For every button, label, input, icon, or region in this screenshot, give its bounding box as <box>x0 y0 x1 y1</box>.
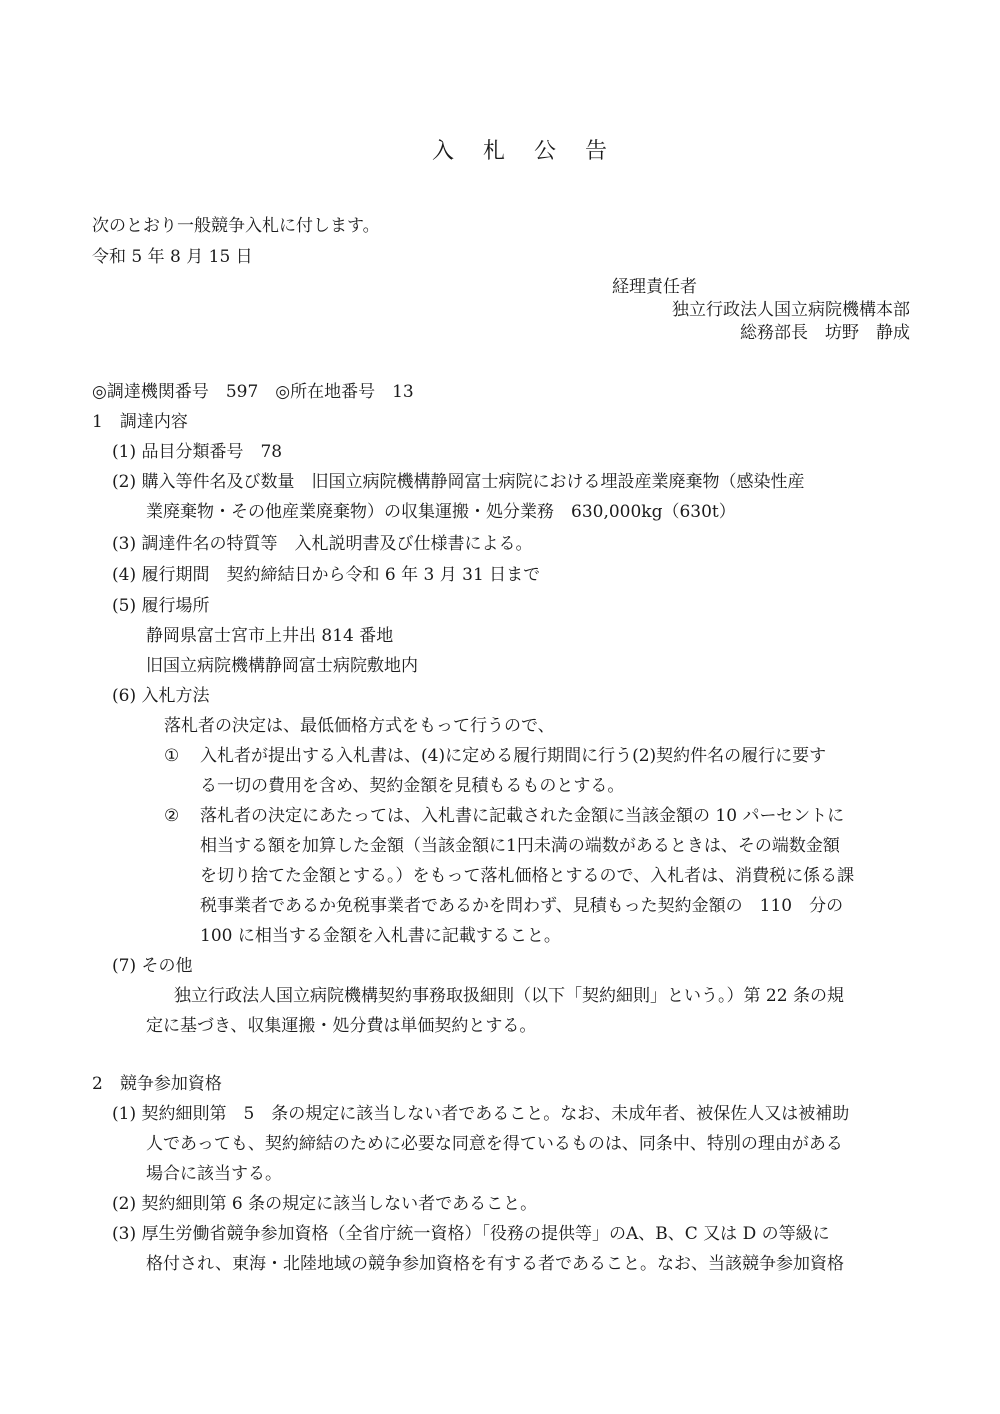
section2-item1-line3: 場合に該当する。 <box>146 1164 282 1184</box>
section2-item3-line1: (3) 厚生労働省競争参加資格（全省庁統一資格）「役務の提供等」のA、B、C 又は D の等級に <box>112 1224 830 1244</box>
section1-item2-line2: 業廃棄物・その他産業廃棄物）の収集運搬・処分業務 630,000kg（630t） <box>146 502 736 522</box>
item6-sub2-line2: 相当する額を加算した金額（当該金額に1円未満の端数があるときは、その端数金額 <box>200 836 840 856</box>
section1-item7-label: (7) その他 <box>112 956 193 976</box>
section1-item1: (1) 品目分類番号 78 <box>112 442 283 462</box>
section1-item3: (3) 調達件名の特質等 入札説明書及び仕様書による。 <box>112 534 533 554</box>
item6-sub2-line3: を切り捨てた金額とする。）をもって落札価格とするので、入札者は、消費税に係る課 <box>200 866 855 886</box>
section2-item2: (2) 契約細則第 6 条の規定に該当しない者であること。 <box>112 1194 538 1214</box>
announcement-date: 令和 5 年 8 月 15 日 <box>92 247 253 267</box>
section2-item1-line2: 人であっても、契約締結のために必要な同意を得ているものは、同条中、特別の理由がある <box>146 1134 843 1154</box>
item6-sub1-marker: ① <box>164 746 180 766</box>
item6-sub2-line5: 100 に相当する金額を入札書に記載すること。 <box>200 926 561 946</box>
section1-item5-line1: 静岡県富士宮市上井出 814 番地 <box>146 626 394 646</box>
signatory-role: 経理責任者 <box>612 277 697 297</box>
section2-item3-line2: 格付され、東海・北陸地域の競争参加資格を有する者であること。なお、当該競争参加資格 <box>146 1254 845 1274</box>
section2-item1-line1: (1) 契約細則第 5 条の規定に該当しない者であること。なお、未成年者、被保佐人又は被補助 <box>112 1104 850 1124</box>
section1-item5-label: (5) 履行場所 <box>112 596 210 616</box>
page-title: 入 札 公 告 <box>432 139 618 164</box>
section1-heading: 1 調達内容 <box>92 412 188 432</box>
section1-item6-label: (6) 入札方法 <box>112 686 210 706</box>
section1-item7-line2: 定に基づき、収集運搬・処分費は単価契約とする。 <box>146 1016 537 1036</box>
section1-item2-line1: (2) 購入等件名及び数量 旧国立病院機構静岡富士病院における埋設産業廃棄物（感染性産 <box>112 472 805 492</box>
procurement-codes: ◎調達機関番号 597 ◎所在地番号 13 <box>92 382 414 402</box>
signatory-name: 総務部長 坊野 静成 <box>740 323 910 343</box>
item6-sub2-line1: 落札者の決定にあたっては、入札書に記載された金額に当該金額の 10 パーセントに <box>200 806 845 826</box>
signatory-organization: 独立行政法人国立病院機構本部 <box>672 300 910 320</box>
section2-heading: 2 競争参加資格 <box>92 1074 222 1094</box>
section1-item5-line2: 旧国立病院機構静岡富士病院敷地内 <box>146 656 418 676</box>
item6-sub1-line2: る一切の費用を含め、契約金額を見積もるものとする。 <box>200 776 625 796</box>
intro-text: 次のとおり一般競争入札に付します。 <box>92 216 380 236</box>
item6-sub2-line4: 税事業者であるか免税事業者であるかを問わず、見積もった契約金額の 110 分の <box>200 896 844 916</box>
section1-item7-line1: 独立行政法人国立病院機構契約事務取扱細則（以下「契約細則」という。）第 22 条の規 <box>174 986 844 1006</box>
section1-item6-intro: 落札者の決定は、最低価格方式をもって行うので、 <box>164 716 555 736</box>
section1-item4: (4) 履行期間 契約締結日から令和 6 年 3 月 31 日まで <box>112 565 541 585</box>
item6-sub1-line1: 入札者が提出する入札書は、(4)に定める履行期間に行う(2)契約件名の履行に要す <box>200 746 827 766</box>
item6-sub2-marker: ② <box>164 806 180 826</box>
